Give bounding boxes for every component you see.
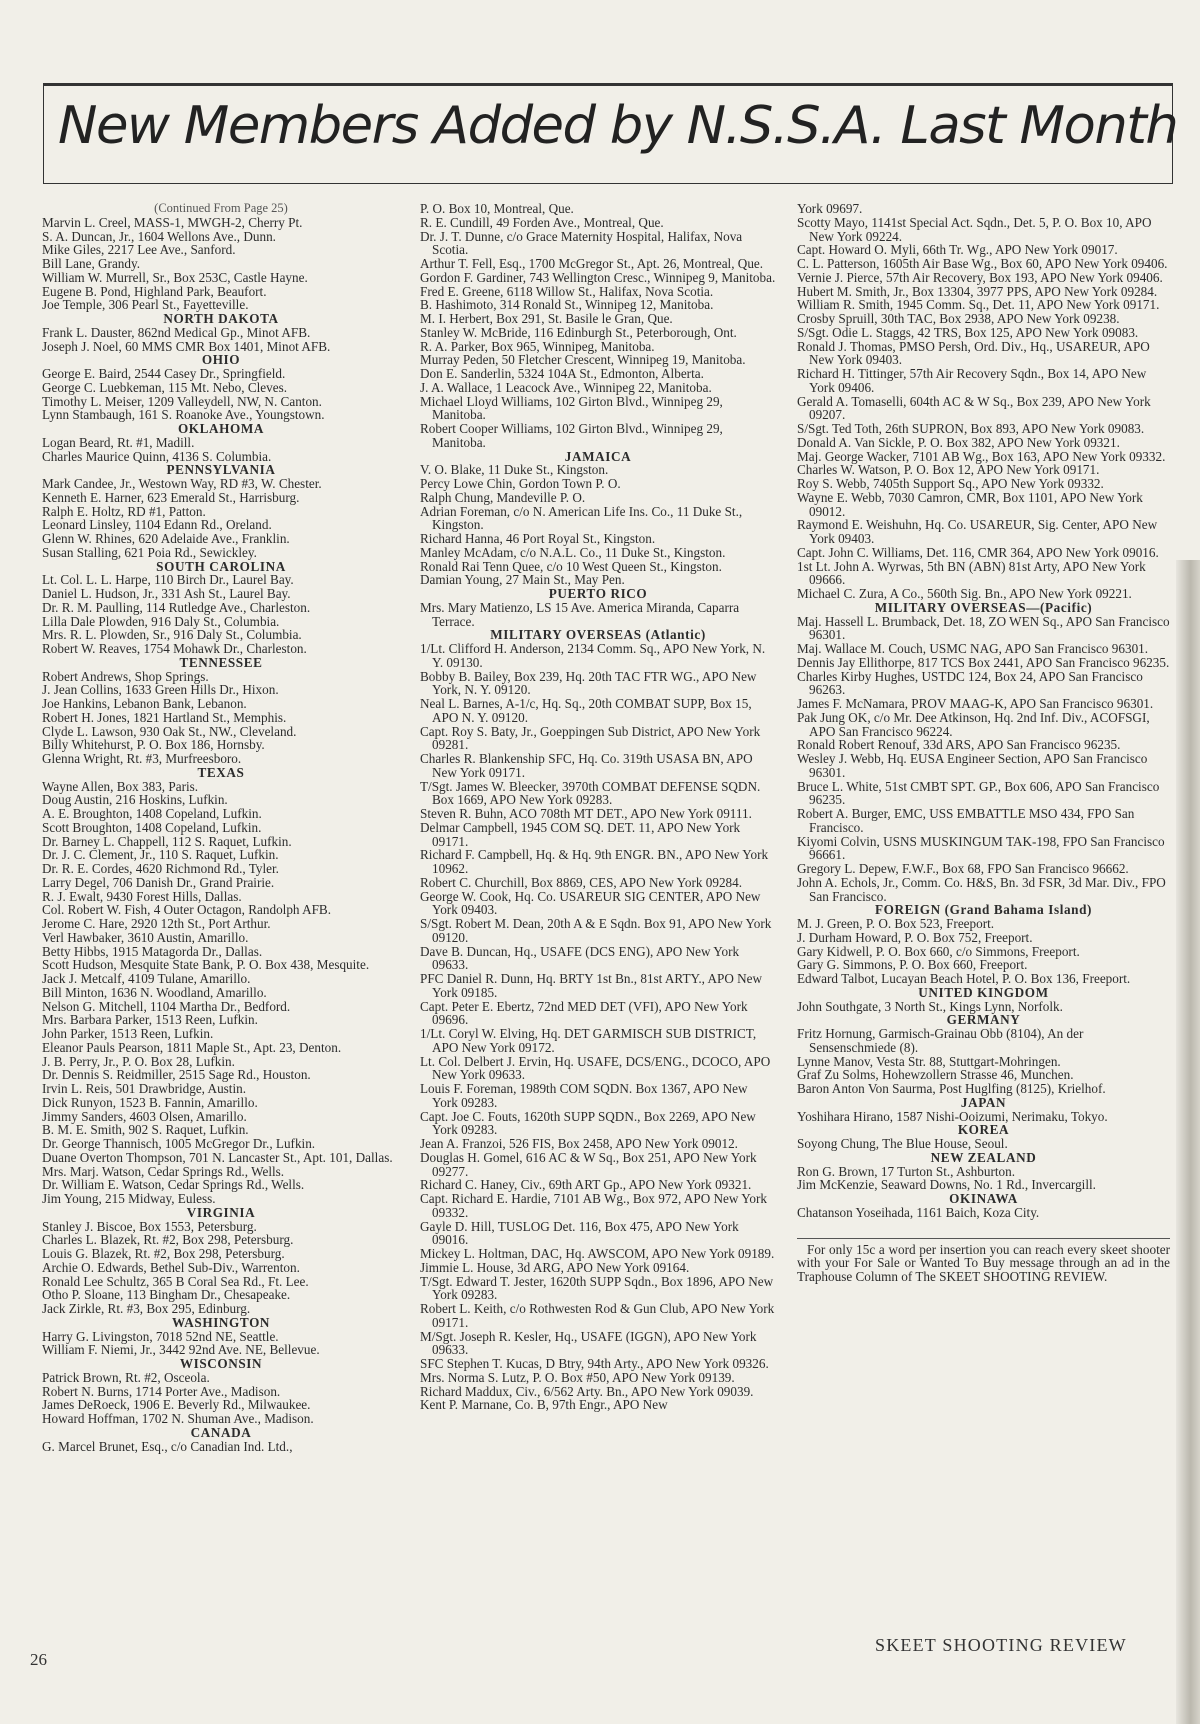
member-entry: Mrs. Barbara Parker, 1513 Reen, Lufkin. <box>42 1012 258 1028</box>
member-entry: Michael C. Zura, A Co., 560th Sig. Bn., APO New York 09221. <box>797 586 1132 601</box>
member-entry: J. A. Wallace, 1 Leacock Ave., Winnipeg 22, Manitoba. <box>420 379 712 395</box>
member-entry: Robert Andrews, Shop Springs. <box>42 668 209 684</box>
member-entry: R. J. Ewalt, 9430 Forest Hills, Dallas. <box>42 888 242 904</box>
member-entry: Pak Jung OK, c/o Mr. Dee Atkinson, Hq. 2nd Inf. Div., ACOFSGI, APO San Francisco 96224. <box>797 709 1150 739</box>
member-entry: Glenn W. Rhines, 620 Adelaide Ave., Franklin. <box>42 531 290 546</box>
member-entry: Scott Broughton, 1408 Copeland, Lufkin. <box>42 819 262 835</box>
member-entry: M. J. Green, P. O. Box 523, Freeport. <box>797 916 995 931</box>
member-entry: Murray Peden, 50 Fletcher Crescent, Winnipeg 19, Manitoba. <box>420 352 746 368</box>
member-entry: Scotty Mayo, 1141st Special Act. Sqdn., Det. 5, P. O. Box 10, APO New York 09224. <box>797 214 1152 244</box>
member-entry: Dr. George Thannisch, 1005 McGregor Dr., Lufkin. <box>42 1136 316 1151</box>
member-entry: Dennis Jay Ellithorpe, 817 TCS Box 2441, APO San Francisco 96235. <box>797 654 1170 670</box>
member-entry: Don E. Sanderlin, 5324 104A St., Edmonton, Alberta. <box>420 366 704 381</box>
member-entry: Howard Hoffman, 1702 N. Shuman Ave., Madison. <box>42 1411 314 1426</box>
member-entry: Kiyomi Colvin, USNS MUSKINGUM TAK-198, FPO San Francisco 96661. <box>797 833 1165 863</box>
ad-text: For only 15c a word per insertion you can reach every skeet shooter with your For Sale or Wanted To Buy message through an ad in the Traphouse Column of The SKEET SHOOTING REVIEW. <box>797 1241 1170 1284</box>
member-entry: Dave B. Duncan, Hq., USAFE (DCS ENG), APO New York 09633. <box>420 943 740 973</box>
member-entry: Eleanor Pauls Pearson, 1811 Maple St., Apt. 23, Denton. <box>42 1039 342 1055</box>
member-entry: Ronald Rai Tenn Quee, c/o 10 West Queen St., Kingston. <box>420 558 722 574</box>
magazine-footer: SKEET SHOOTING REVIEW <box>875 1635 1127 1655</box>
member-entry: Wesley J. Webb, Hq. EUSA Engineer Section, APO San Francisco 96301. <box>797 751 1148 780</box>
member-entry: Susan Stalling, 621 Poia Rd., Sewickley. <box>42 544 257 560</box>
member-entry: Otho P. Sloane, 113 Bingham Dr., Chesapeake. <box>42 1287 291 1303</box>
member-entry: J. B. Perry, Jr., P. O. Box 28, Lufkin. <box>42 1053 235 1069</box>
column-3 <box>797 202 1170 1284</box>
member-entry: Ronald Lee Schultz, 365 B Coral Sea Rd., Ft. Lee. <box>42 1273 309 1289</box>
member-entry: Stanley W. McBride, 116 Edinburgh St., Peterborough, Ont. <box>420 324 737 340</box>
member-entry: Billy Whitehurst, P. O. Box 186, Hornsby. <box>42 737 265 753</box>
member-entry: Baron Anton Von Saurma, Post Huglfing (8125), Krielhof. <box>797 1081 1106 1096</box>
page-number: 26 <box>30 1650 47 1669</box>
section-heading: WASHINGTON <box>171 1314 271 1330</box>
member-entry: Dr. J. C. Clement, Jr., 110 S. Raquet, Lufkin. <box>42 847 279 863</box>
member-entry: Irvin L. Reis, 501 Drawbridge, Austin. <box>42 1081 247 1096</box>
member-entry: Charles Maurice Quinn, 4136 S. Columbia. <box>42 448 272 464</box>
divider <box>797 1238 1170 1239</box>
member-entry: Yoshihara Hirano, 1587 Nishi-Ooizumi, Nerimaku, Tokyo. <box>797 1108 1108 1124</box>
member-entry: Ralph Chung, Mandeville P. O. <box>420 489 586 505</box>
member-entry: John Parker, 1513 Reen, Lufkin. <box>42 1026 214 1041</box>
member-entry: Donald A. Van Sickle, P. O. Box 382, APO New York 09321. <box>797 434 1120 450</box>
member-entry: Mike Giles, 2217 Lee Ave., Sanford. <box>42 242 236 258</box>
member-entry: Jack J. Metcalf, 4109 Tulane, Amarillo. <box>42 971 251 986</box>
member-entry: Robert Cooper Williams, 102 Girton Blvd., Winnipeg 29, Manitoba. <box>420 421 723 450</box>
member-entry: Kent P. Marnane, Co. B, 97th Engr., APO New <box>420 1397 668 1413</box>
member-entry: George C. Luebkeman, 115 Mt. Nebo, Cleves. <box>42 379 288 395</box>
member-entry: P. O. Box 10, Montreal, Que. <box>420 201 574 216</box>
member-entry: William W. Murrell, Sr., Box 253C, Castle Hayne. <box>42 269 308 285</box>
member-entry: Robert C. Churchill, Box 8869, CES, APO New York 09284. <box>420 874 743 890</box>
section-heading: MILITARY OVERSEAS (Atlantic) <box>490 627 706 643</box>
member-entry: S/Sgt. Ted Toth, 26th SUPRON, Box 893, APO New York 09083. <box>797 421 1145 436</box>
section-heading: OKINAWA <box>949 1191 1018 1206</box>
member-entry: Robert L. Keith, c/o Rothwesten Rod & Gun Club, APO New York 09171. <box>420 1301 775 1330</box>
member-entry: Charles W. Watson, P. O. Box 12, APO New York 09171. <box>797 462 1100 478</box>
member-entry: Vernie J. Pierce, 57th Air Recovery, Box 193, APO New York 09406. <box>797 269 1163 285</box>
member-entry: Adrian Foreman, c/o N. American Life Ins. Co., 11 Duke St., Kingston. <box>420 503 743 533</box>
member-entry: Capt. Howard O. Myli, 66th Tr. Wg., APO New York 09017. <box>797 242 1118 258</box>
member-entry: John A. Echols, Jr., Comm. Co. H&S, Bn. 3d FSR, 3d Mar. Div., FPO San Francisco. <box>797 874 1166 904</box>
member-entry: Mrs. Mary Matienzo, LS 15 Ave. America Miranda, Caparra Terrace. <box>420 599 740 629</box>
member-entry: PFC Daniel R. Dunn, Hq. BRTY 1st Bn., 81st ARTY., APO New York 09185. <box>420 971 763 1000</box>
member-entry: A. E. Broughton, 1408 Copeland, Lufkin. <box>42 806 262 821</box>
section-heading: JAMAICA <box>564 448 632 464</box>
page-title: New Members Added by N.S.S.A. Last Month <box>58 96 1178 156</box>
member-entry: Fritz Hornung, Garmisch-Grainau Obb (8104), An der Sensenschmiede (8). <box>797 1026 1084 1055</box>
member-entry: Marvin L. Creel, MASS-1, MWGH-2, Cherry Pt. <box>42 214 303 230</box>
member-entry: Betty Hibbs, 1915 Matagorda Dr., Dallas. <box>42 943 263 959</box>
member-entry: Louis G. Blazek, Rt. #2, Box 298, Petersburg. <box>42 1246 285 1261</box>
member-entry: Gregory L. Depew, F.W.F., Box 68, FPO San Francisco 96662. <box>797 861 1129 876</box>
member-entry: S/Sgt. Robert M. Dean, 20th A & E Sqdn. Box 91, APO New York 09120. <box>420 916 772 945</box>
member-entry: B. M. E. Smith, 902 S. Raquet, Lufkin. <box>42 1122 249 1138</box>
member-entry: Kenneth E. Harner, 623 Emerald St., Harrisburg. <box>42 489 300 505</box>
member-entry: Robert N. Burns, 1714 Porter Ave., Madison. <box>42 1383 281 1399</box>
member-entry: Soyong Chung, The Blue House, Seoul. <box>797 1136 1008 1151</box>
member-entry: James DeRoeck, 1906 E. Beverly Rd., Milwaukee. <box>42 1397 311 1413</box>
member-entry: Duane Overton Thompson, 701 N. Lancaster St., Apt. 101, Dallas. <box>42 1149 393 1165</box>
member-entry: Ron G. Brown, 17 Turton St., Ashburton. <box>797 1163 1015 1179</box>
member-entry: Bill Minton, 1636 N. Woodland, Amarillo. <box>42 984 267 1000</box>
member-entry: Daniel L. Hudson, Jr., 331 Ash St., Laurel Bay. <box>42 586 291 601</box>
member-entry: Maj. George Wacker, 7101 AB Wg., Box 163, APO New York 09332. <box>797 448 1166 464</box>
member-entry: Dr. Barney L. Chappell, 112 S. Raquet, Lufkin. <box>42 833 292 849</box>
section-heading: NEW ZEALAND <box>930 1149 1037 1165</box>
member-entry: Bill Lane, Grandy. <box>42 256 141 271</box>
member-entry: Mark Candee, Jr., Westown Way, RD #3, W. Chester. <box>42 476 322 491</box>
member-entry: Capt. Roy S. Baty, Jr., Goeppingen Sub District, APO New York 09281. <box>420 723 761 753</box>
member-entry: Bobby B. Bailey, Box 239, Hq. 20th TAC FTR WG., APO New York, N. Y. 09120. <box>420 668 757 698</box>
member-entry: Fred E. Greene, 6118 Willow St., Halifax, Nova Scotia. <box>420 283 714 299</box>
page-edge <box>1176 560 1200 1724</box>
section-heading: MILITARY OVERSEAS—(Pacific) <box>874 599 1093 615</box>
member-entry: Gayle D. Hill, TUSLOG Det. 116, Box 475, APO New York 09016. <box>420 1218 739 1248</box>
member-entry: Manley McAdam, c/o N.A.L. Co., 11 Duke St., Kingston. <box>420 544 726 560</box>
member-entry: George W. Cook, Hq. Co. USAREUR SIG CENTER, APO New York 09403. <box>420 888 761 918</box>
member-entry: Doug Austin, 216 Hoskins, Lufkin. <box>42 792 228 808</box>
member-entry: Dr. William E. Watson, Cedar Springs Rd., Wells. <box>42 1177 305 1193</box>
member-entry: Maj. Hassell L. Brumback, Det. 18, ZO WEN Sq., APO San Francisco 96301. <box>797 613 1170 643</box>
member-entry: Jerome C. Hare, 2920 12th St., Port Arthur. <box>42 916 271 931</box>
member-entry: Joe Hankins, Lebanon Bank, Lebanon. <box>42 696 247 711</box>
member-entry: Damian Young, 27 Main St., May Pen. <box>420 572 625 588</box>
continued-note: (Continued From Page 25) <box>154 201 288 215</box>
column-1 <box>42 202 400 1453</box>
member-entry: Capt. Richard E. Hardie, 7101 AB Wg., Box 972, APO New York 09332. <box>420 1191 768 1220</box>
member-entry: York 09697. <box>797 201 863 216</box>
section-heading: UNITED KINGDOM <box>918 984 1049 1000</box>
member-entry: S. A. Duncan, Jr., 1604 Wellons Ave., Dunn. <box>42 228 276 244</box>
member-entry: SFC Stephen T. Kucas, D Btry, 94th Arty., APO New York 09326. <box>420 1356 769 1371</box>
member-entry: Mickey L. Holtman, DAC, Hq. AWSCOM, APO New York 09189. <box>420 1246 775 1261</box>
member-entry: 1st Lt. John A. Wyrwas, 5th BN (ABN) 81st Arty, APO New York 09666. <box>797 558 1146 588</box>
member-entry: Lt. Col. L. L. Harpe, 110 Birch Dr., Laurel Bay. <box>42 572 294 588</box>
member-entry: T/Sgt. James W. Bleecker, 3970th COMBAT DEFENSE SQDN. Box 1669, APO New York 09283. <box>420 778 761 808</box>
member-entry: Eugene B. Pond, Highland Park, Beaufort. <box>42 283 267 299</box>
member-entry: Roy S. Webb, 7405th Support Sq., APO New York 09332. <box>797 476 1104 491</box>
member-entry: William R. Smith, 1945 Comm. Sq., Det. 11, APO New York 09171. <box>797 297 1160 313</box>
member-entry: Lilla Dale Plowden, 916 Daly St., Columbia. <box>42 613 280 629</box>
member-entry: Patrick Brown, Rt. #2, Osceola. <box>42 1369 210 1385</box>
member-entry: Jim McKenzie, Seaward Downs, No. 1 Rd., Invercargill. <box>797 1177 1096 1193</box>
section-heading: PENNSYLVANIA <box>166 462 276 478</box>
member-entry: R. E. Cundill, 49 Forden Ave., Montreal, Que. <box>420 214 664 230</box>
member-entry: John Southgate, 3 North St., Kings Lynn, Norfolk. <box>797 998 1063 1014</box>
member-entry: Nelson G. Mitchell, 1104 Martha Dr., Bedford. <box>42 998 291 1014</box>
member-entry: Wayne E. Webb, 7030 Camron, CMR, Box 1101, APO New York 09012. <box>797 489 1143 519</box>
member-entry: Robert A. Burger, EMC, USS EMBATTLE MSO 434, FPO San Francisco. <box>797 806 1135 835</box>
section-heading: FOREIGN (Grand Bahama Island) <box>874 902 1093 918</box>
member-entry: Robert W. Reaves, 1754 Mohawk Dr., Charleston. <box>42 641 307 656</box>
member-entry: G. Marcel Brunet, Esq., c/o Canadian Ind. Ltd., <box>42 1438 293 1454</box>
section-heading: TEXAS <box>197 764 245 780</box>
member-entry: M/Sgt. Joseph R. Kesler, Hq., USAFE (IGGN), APO New York 09633. <box>420 1328 757 1358</box>
member-entry: William F. Niemi, Jr., 3442 92nd Ave. NE, Bellevue. <box>42 1342 320 1358</box>
member-entry: 1/Lt. Clifford H. Anderson, 2134 Comm. Sq., APO New York, N. Y. 09130. <box>420 641 766 670</box>
member-entry: Bruce L. White, 51st CMBT SPT. GP., Box 606, APO San Francisco 96235. <box>797 778 1160 808</box>
column-2 <box>420 202 776 1412</box>
member-entry: Capt. Peter E. Ebertz, 72nd MED DET (VFI), APO New York 09696. <box>420 998 748 1028</box>
section-heading: SOUTH CAROLINA <box>156 558 286 574</box>
section-heading: GERMANY <box>946 1012 1021 1028</box>
member-entry: Richard Maddux, Civ., 6/562 Arty. Bn., APO New York 09039. <box>420 1383 754 1399</box>
member-entry: J. Jean Collins, 1633 Green Hills Dr., Hixon. <box>42 682 279 698</box>
section-heading: PUERTO RICO <box>548 586 648 601</box>
member-entry: Jimmy Sanders, 4603 Olsen, Amarillo. <box>42 1108 247 1124</box>
member-entry: Dr. R. M. Paulling, 114 Rutledge Ave., Charleston. <box>42 599 311 615</box>
member-entry: Arthur T. Fell, Esq., 1700 McGregor St., Apt. 26, Montreal, Que. <box>420 256 764 271</box>
member-entry: V. O. Blake, 11 Duke St., Kingston. <box>420 462 609 478</box>
member-entry: Ronald J. Thomas, PMSO Persh, Ord. Div., Hq., USAREUR, APO New York 09403. <box>797 338 1150 368</box>
member-entry: J. Durham Howard, P. O. Box 752, Freeport. <box>797 929 1033 945</box>
member-entry: Capt. John C. Williams, Det. 116, CMR 364, APO New York 09016. <box>797 544 1159 560</box>
member-entry: 1/Lt. Coryl W. Elving, Hq. DET GARMISCH SUB DISTRICT, APO New York 09172. <box>420 1026 757 1055</box>
member-entry: Mrs. Marj. Watson, Cedar Springs Rd., Wells. <box>42 1163 285 1179</box>
member-entry: Scott Hudson, Mesquite State Bank, P. O. Box 438, Mesquite. <box>42 957 370 973</box>
member-entry: George E. Baird, 2544 Casey Dr., Springfield. <box>42 366 286 381</box>
section-heading: TENNESSEE <box>179 654 263 670</box>
member-entry: Joseph J. Noel, 60 MMS CMR Box 1401, Minot AFB. <box>42 338 331 354</box>
member-entry: Archie O. Edwards, Bethel Sub-Div., Warrenton. <box>42 1259 300 1275</box>
member-entry: Larry Degel, 706 Danish Dr., Grand Prairie. <box>42 874 275 890</box>
member-entry: B. Hashimoto, 314 Ronald St., Winnipeg 12, Manitoba. <box>420 297 714 313</box>
member-entry: Jean A. Franzoi, 526 FIS, Box 2458, APO New York 09012. <box>420 1136 738 1151</box>
section-heading: WISCONSIN <box>179 1356 263 1371</box>
member-entry: Steven R. Buhn, ACO 708th MT DET., APO New York 09111. <box>420 806 752 821</box>
section-heading: OHIO <box>201 352 241 368</box>
member-entry: Leonard Linsley, 1104 Edann Rd., Oreland. <box>42 517 272 533</box>
member-entry: Richard F. Campbell, Hq. & Hq. 9th ENGR. BN., APO New York 10962. <box>420 847 769 876</box>
member-entry: Lynn Stambaugh, 161 S. Roanoke Ave., Youngstown. <box>42 407 325 423</box>
member-entry: Maj. Wallace M. Couch, USMC NAG, APO San Francisco 96301. <box>797 641 1149 656</box>
member-entry: Jim Young, 215 Midway, Euless. <box>42 1191 216 1206</box>
member-entry: Dick Runyon, 1523 B. Fannin, Amarillo. <box>42 1094 258 1110</box>
member-entry: S/Sgt. Odie L. Staggs, 42 TRS, Box 125, APO New York 09083. <box>797 324 1139 340</box>
member-entry: Edward Talbot, Lucayan Beach Hotel, P. O. Box 136, Freeport. <box>797 971 1131 986</box>
member-entry: Gordon F. Gardiner, 743 Wellington Cresc., Winnipeg 9, Manitoba. <box>420 269 776 285</box>
member-entry: Mrs. Norma S. Lutz, P. O. Box #50, APO New York 09139. <box>420 1369 735 1385</box>
section-heading: KOREA <box>957 1122 1010 1138</box>
member-entry: Timothy L. Meiser, 1209 Valleydell, NW, N. Canton. <box>42 393 322 409</box>
member-entry: Delmar Campbell, 1945 COM SQ. DET. 11, APO New York 09171. <box>420 819 741 849</box>
section-heading: CANADA <box>190 1424 252 1440</box>
member-entry: Crosby Spruill, 30th TAC, Box 2938, APO New York 09238. <box>797 311 1120 326</box>
section-heading: VIRGINIA <box>186 1204 256 1220</box>
member-entry: T/Sgt. Edward T. Jester, 1620th SUPP Sqdn., Box 1896, APO New York 09283. <box>420 1273 774 1303</box>
member-entry: Wayne Allen, Box 383, Paris. <box>42 778 199 794</box>
member-entry: Richard H. Tittinger, 57th Air Recovery Sqdn., Box 14, APO New York 09406. <box>797 366 1147 395</box>
member-entry: Lynne Manov, Vesta Str. 88, Stuttgart-Mohringen. <box>797 1053 1061 1069</box>
member-entry: R. A. Parker, Box 965, Winnipeg, Manitoba. <box>420 338 655 354</box>
member-entry: Ronald Robert Renouf, 33d ARS, APO San Francisco 96235. <box>797 737 1121 753</box>
member-entry: Charles Kirby Hughes, USTDC 124, Box 24, APO San Francisco 96263. <box>797 668 1143 698</box>
member-entry: Harry G. Livingston, 7018 52nd NE, Seattle. <box>42 1328 279 1344</box>
member-entry: Jimmie L. House, 3d ARG, APO New York 09164. <box>420 1259 690 1275</box>
member-entry: Neal L. Barnes, A-1/c, Hq. Sq., 20th COMBAT SUPP, Box 15, APO N. Y. 09120. <box>420 696 752 725</box>
title-box <box>43 83 1178 184</box>
member-entry: Hubert M. Smith, Jr., Box 13304, 3977 PPS, APO New York 09284. <box>797 283 1158 299</box>
member-entry: Louis F. Foreman, 1989th COM SQDN. Box 1367, APO New York 09283. <box>420 1081 748 1110</box>
member-entry: Richard C. Haney, Civ., 69th ART Gp., APO New York 09321. <box>420 1177 752 1193</box>
member-entry: Dr. J. T. Dunne, c/o Grace Maternity Hospital, Halifax, Nova Scotia. <box>420 228 743 258</box>
member-entry: Ralph E. Holtz, RD #1, Patton. <box>42 503 206 519</box>
member-entry: Clyde L. Lawson, 930 Oak St., NW., Cleveland. <box>42 723 297 739</box>
member-entry: Capt. Joe C. Fouts, 1620th SUPP SQDN., Box 2269, APO New York 09283. <box>420 1108 756 1138</box>
member-entry: Frank L. Dauster, 862nd Medical Gp., Minot AFB. <box>42 324 311 340</box>
member-entry: James F. McNamara, PROV MAAG-K, APO San Francisco 96301. <box>797 696 1154 711</box>
member-entry: Richard Hanna, 46 Port Royal St., Kingston. <box>420 531 656 546</box>
member-entry: Charles R. Blankenship SFC, Hq. Co. 319th USASA BN, APO New York 09171. <box>420 751 753 780</box>
member-entry: Robert H. Jones, 1821 Hartland St., Memphis. <box>42 709 287 725</box>
member-entry: Michael Lloyd Williams, 102 Girton Blvd., Winnipeg 29, Manitoba. <box>420 393 723 423</box>
member-entry: Raymond E. Weishuhn, Hq. Co. USAREUR, Sig. Center, APO New York 09403. <box>797 517 1158 546</box>
member-entry: Verl Hawbaker, 3610 Austin, Amarillo. <box>42 929 249 945</box>
member-entry: Gary G. Simmons, P. O. Box 660, Freeport. <box>797 957 1028 973</box>
member-entry: Jack Zirkle, Rt. #3, Box 295, Edinburg. <box>42 1301 251 1316</box>
member-entry: Chatanson Yoseihada, 1161 Baich, Koza City. <box>797 1204 1040 1220</box>
member-entry: Col. Robert W. Fish, 4 Outer Octagon, Randolph AFB. <box>42 902 332 918</box>
section-heading: NORTH DAKOTA <box>163 311 279 326</box>
member-entry: Dr. Dennis S. Reidmiller, 2515 Sage Rd., Houston. <box>42 1067 311 1083</box>
member-entry: Dr. R. E. Cordes, 4620 Richmond Rd., Tyler. <box>42 861 279 876</box>
member-entry: Mrs. R. L. Plowden, Sr., 916 Daly St., Columbia. <box>42 627 302 643</box>
section-heading: JAPAN <box>960 1094 1007 1110</box>
section-heading: OKLAHOMA <box>177 421 265 436</box>
member-entry: Lt. Col. Delbert J. Ervin, Hq. USAFE, DCS/ENG., DCOCO, APO New York 09633. <box>420 1053 771 1083</box>
member-entry: Gerald A. Tomaselli, 604th AC & W Sq., Box 239, APO New York 09207. <box>797 393 1151 423</box>
member-entry: Gary Kidwell, P. O. Box 660, c/o Simmons, Freeport. <box>797 943 1080 959</box>
member-entry: Graf Zu Solms, Hohewzollern Strasse 46, Munchen. <box>797 1067 1074 1083</box>
member-entry: M. I. Herbert, Box 291, St. Basile le Gran, Que. <box>420 311 673 326</box>
member-entry: Stanley J. Biscoe, Box 1553, Petersburg. <box>42 1218 257 1234</box>
member-entry: Glenna Wright, Rt. #3, Murfreesboro. <box>42 751 242 766</box>
member-entry: Charles L. Blazek, Rt. #2, Box 298, Petersburg. <box>42 1232 294 1248</box>
member-entry: Joe Temple, 306 Pearl St., Fayetteville. <box>42 297 249 313</box>
member-entry: C. L. Patterson, 1605th Air Base Wg., Box 60, APO New York 09406. <box>797 256 1168 271</box>
member-entry: Logan Beard, Rt. #1, Madill. <box>42 434 195 450</box>
member-entry: Douglas H. Gomel, 616 AC & W Sq., Box 251, APO New York 09277. <box>420 1149 757 1179</box>
member-entry: Percy Lowe Chin, Gordon Town P. O. <box>420 476 621 491</box>
